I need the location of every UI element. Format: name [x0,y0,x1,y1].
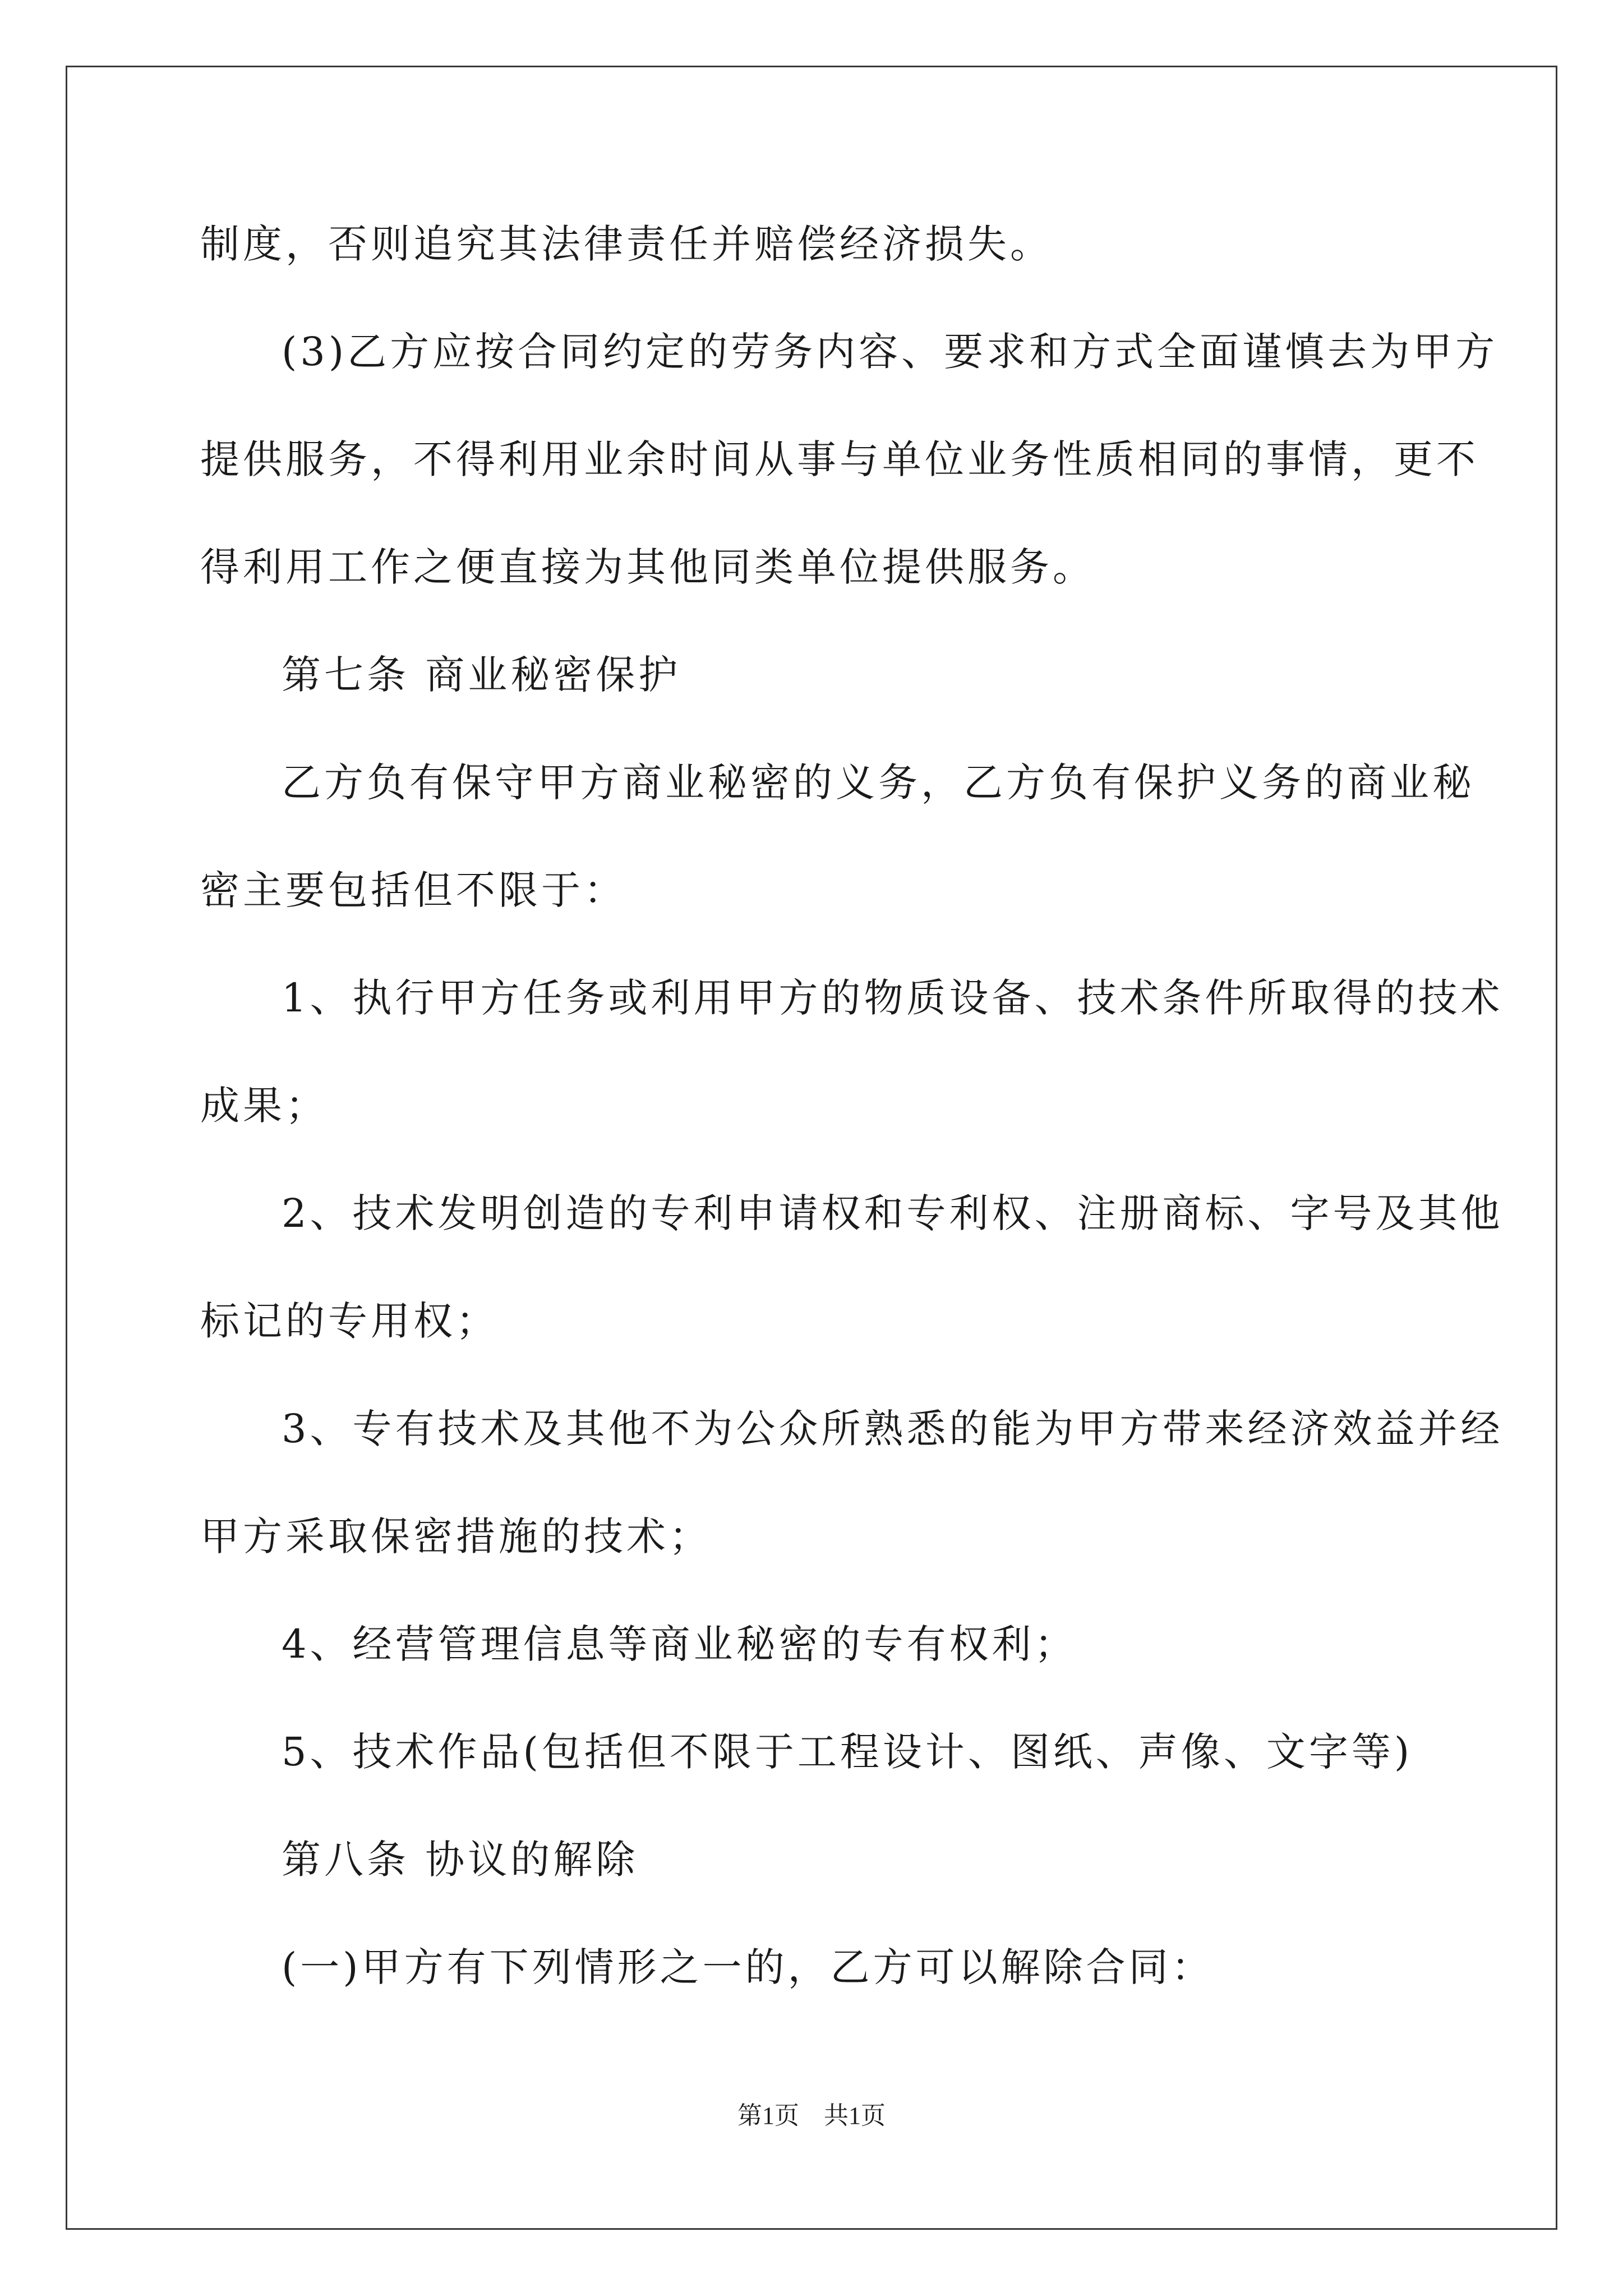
section-heading: 第七条 商业秘密保护 [282,652,681,698]
page-footer [0,2104,1623,2128]
paragraph-line: 乙方负有保守甲方商业秘密的义务，乙方负有保护义务的商业秘 [282,760,1475,806]
list-item: 4、经营管理信息等商业秘密的专有权利； [282,1621,1077,1667]
list-item: 1、执行甲方任务或利用甲方的物质设备、技术条件所取得的技术 [282,975,1504,1021]
page-number: 第1页 [737,2102,799,2129]
paragraph-line: 提供服务，不得利用业余时间从事与单位业务性质相同的事情，更不 [200,436,1479,482]
list-item-continuation: 甲方采取保密措施的技术； [200,1513,712,1559]
paragraph-line: 得利用工作之便直接为其他同类单位提供服务。 [200,544,1095,590]
section-heading: 第八条 协议的解除 [282,1837,639,1883]
page-total: 共1页 [824,2102,886,2129]
paragraph-line: (一)甲方有下列情形之一的，乙方可以解除合同： [282,1944,1214,1990]
list-item: 2、技术发明创造的专利申请权和专利权、注册商标、字号及其他 [282,1190,1504,1236]
paragraph-line: (3)乙方应按合同约定的劳务内容、要求和方式全面谨慎去为甲方 [282,329,1498,375]
list-item-continuation: 标记的专用权； [200,1298,499,1344]
paragraph-line: 制度，否则追究其法律责任并赔偿经济损失。 [200,221,1053,267]
list-item: 5、技术作品(包括但不限于工程设计、图纸、声像、文字等) [282,1729,1413,1775]
list-item: 3、专有技术及其他不为公众所熟悉的能为甲方带来经济效益并经 [282,1406,1504,1452]
paragraph-line: 密主要包括但不限于： [200,867,626,913]
list-item-continuation: 成果； [200,1083,328,1129]
page-frame [66,66,1557,2230]
